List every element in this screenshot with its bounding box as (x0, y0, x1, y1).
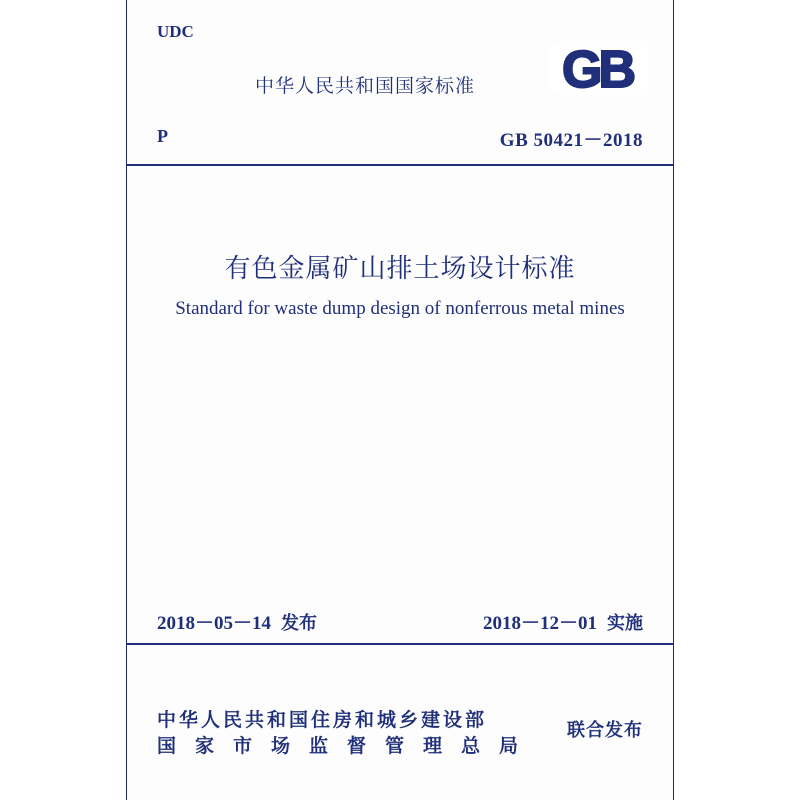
title-chinese: 有色金属矿山排土场设计标准 (224, 254, 576, 284)
implement-date-block (483, 608, 643, 635)
implement-date: 2018－12－01 (482, 613, 597, 634)
issuer-ministry: 中华人民共和国住房和城乡建设部 (157, 709, 488, 731)
national-standard-heading: 中华人民共和国国家标准 (255, 75, 476, 97)
standard-number: GB 50421－2018 (499, 130, 643, 151)
joint-issue-label: 联合发布 (567, 720, 643, 741)
issue-date-block (157, 608, 317, 635)
issue-label: 发布 (281, 613, 318, 634)
implement-label: 实施 (607, 613, 643, 634)
gb-logo-text: GB (562, 41, 632, 96)
bottom-divider (127, 643, 673, 645)
classification-code: P (157, 126, 168, 146)
top-divider (127, 164, 673, 166)
issuer-administration: 国家市场监督管理总局 (157, 735, 538, 757)
title-english: Standard for waste dump design of nonferrous metal mines (175, 298, 625, 319)
udc-label: UDC (157, 22, 194, 41)
gb-logo-icon (545, 40, 649, 96)
standard-cover (126, 0, 674, 800)
issue-date: 2018－05－14 (157, 613, 272, 634)
